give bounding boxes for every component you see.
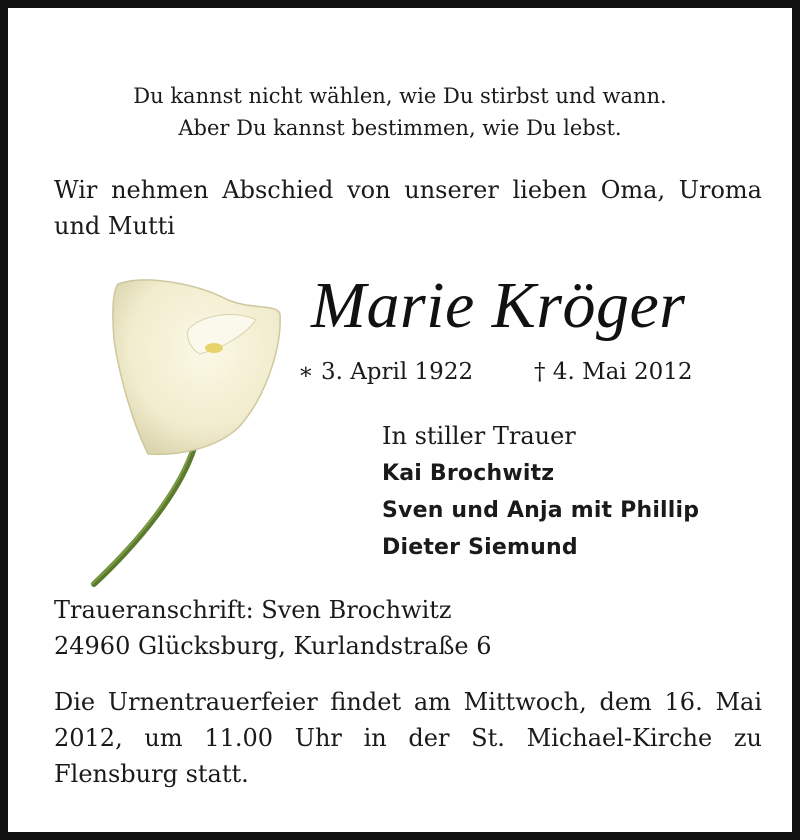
motto-line-1: Du kannst nicht wählen, wie Du stirbst und wann. xyxy=(133,84,667,108)
mourning-address xyxy=(54,592,492,664)
motto-line-2: Aber Du kannst bestimmen, wie Du lebst. xyxy=(178,116,622,140)
mourner-name: Kai Brochwitz xyxy=(382,461,555,486)
intro-text: Wir nehmen Abschied von unserer lieben Oma, Uroma und Mutti xyxy=(54,176,762,240)
deceased-name: Marie Kröger xyxy=(311,269,686,342)
birth-date: ∗ 3. April 1922 xyxy=(298,359,474,385)
address-line-2: 24960 Glücksburg, Kurlandstraße 6 xyxy=(54,632,492,660)
mourner-name: Dieter Siemund xyxy=(382,535,578,560)
address-line-1: Traueranschrift: Sven Brochwitz xyxy=(54,596,452,624)
ceremony-text: Die Urnentrauerfeier findet am Mittwoch, dem 16. Mai 2012, um 11.00 Uhr in der St. Michael-Kirche zu Flensburg statt. xyxy=(54,688,762,788)
life-dates xyxy=(298,354,693,390)
mourning-block xyxy=(382,418,699,566)
motto xyxy=(16,80,784,144)
mourner-name: Sven und Anja mit Phillip xyxy=(382,498,700,523)
mourning-heading: In stiller Trauer xyxy=(382,422,576,450)
calla-lily-icon xyxy=(88,270,288,588)
death-date: † 4. Mai 2012 xyxy=(534,359,693,385)
